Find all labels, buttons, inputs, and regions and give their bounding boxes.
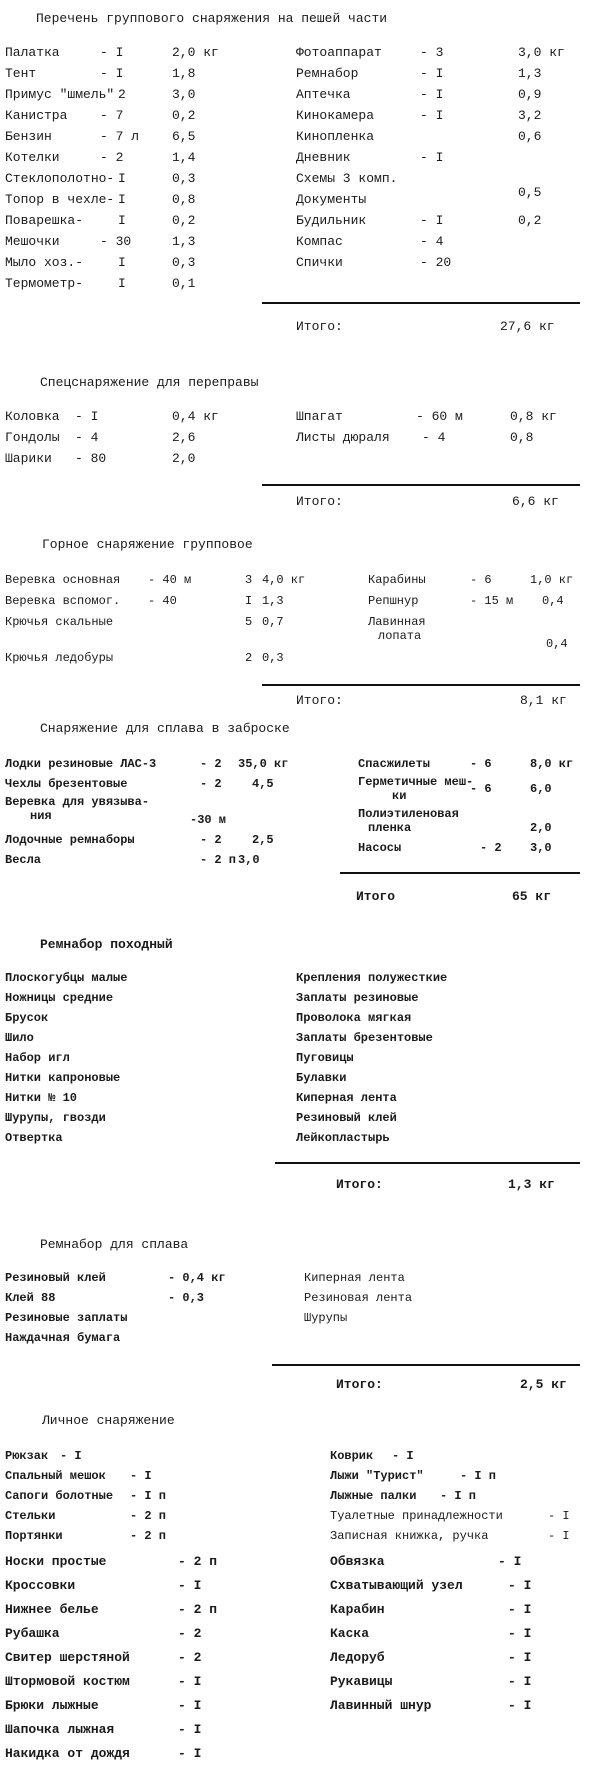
divider [262, 302, 580, 304]
total-value: 27,6 кг [500, 319, 555, 334]
total-label: Итого: [336, 1177, 383, 1192]
total-value: 1,3 кг [508, 1177, 555, 1192]
divider [340, 872, 580, 874]
divider [262, 484, 580, 486]
total-value: 2,5 кг [520, 1377, 567, 1392]
total-label: Итого: [296, 319, 343, 334]
section-title: Ремнабор походный [40, 937, 173, 952]
divider [262, 684, 580, 686]
total-label: Итого: [336, 1377, 383, 1392]
divider [275, 1162, 580, 1164]
total-label: Итого: [296, 693, 343, 708]
total-label: Итого [356, 889, 396, 904]
section-title: Перечень группового снаряжения на пешей части [36, 11, 388, 26]
section-title: Ремнабор для сплава [40, 1237, 189, 1252]
total-label: Итого: [296, 494, 343, 509]
section-title: Снаряжение для сплава в заброске [40, 721, 290, 736]
total-value: 6,6 кг [512, 494, 559, 509]
divider [272, 1364, 580, 1366]
section-title: Горное снаряжение групповое [42, 537, 253, 552]
total-value: 8,1 кг [520, 693, 567, 708]
section-title: Спецснаряжение для переправы [40, 375, 259, 390]
total-value: 65 кг [512, 889, 552, 904]
section-title: Личное снаряжение [42, 1413, 175, 1428]
